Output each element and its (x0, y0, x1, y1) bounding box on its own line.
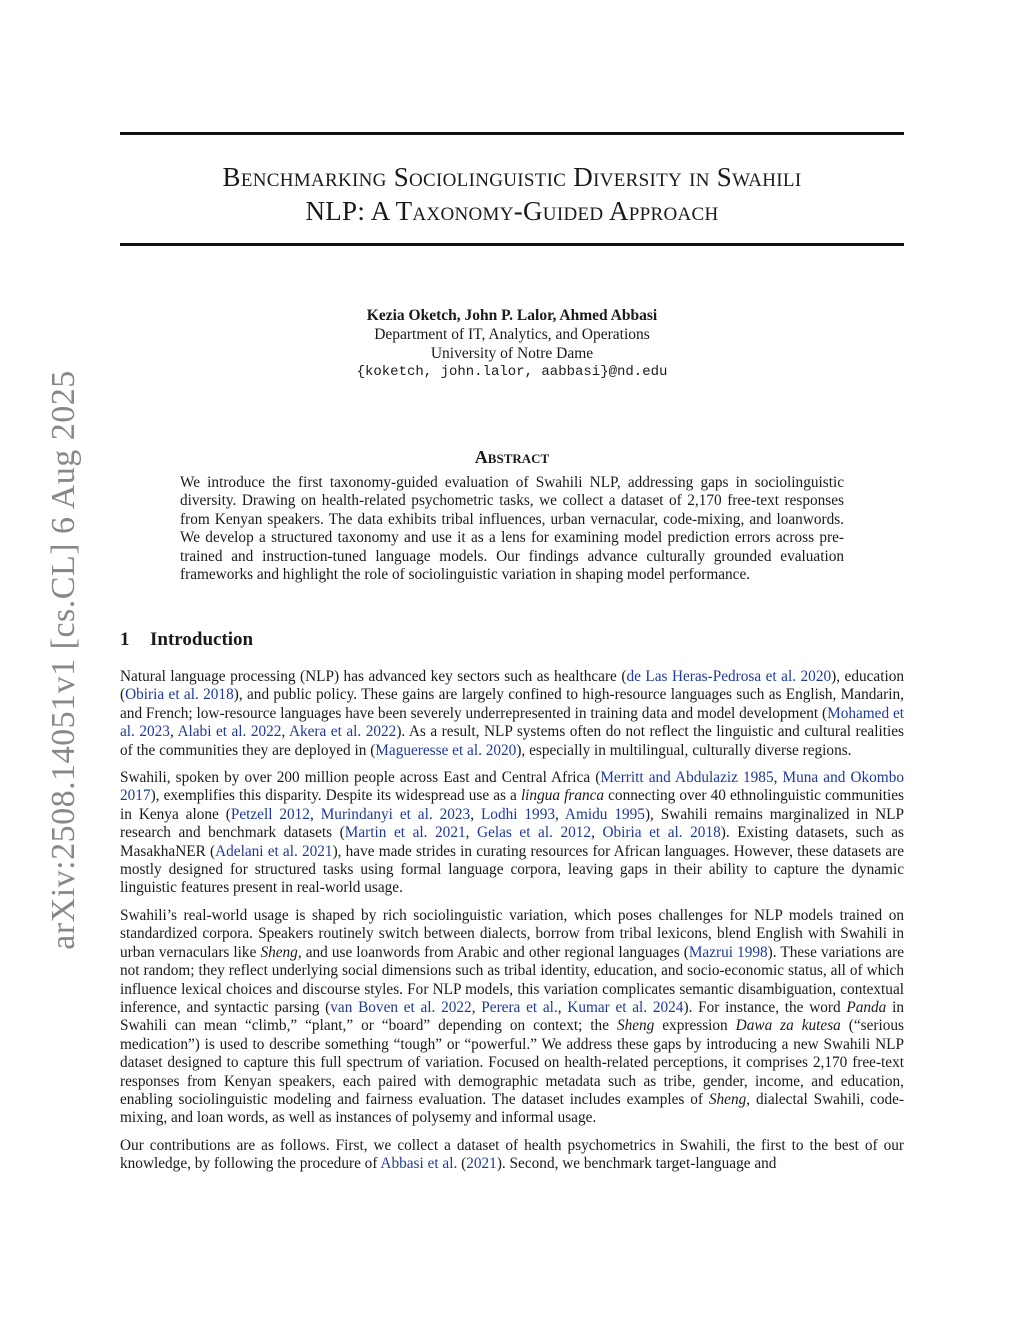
paragraph-4 (120, 1137, 904, 1174)
text-span: Swahili, spoken by over 200 million people across East and Central Africa ( (120, 769, 601, 787)
text-span: Our contributions are as follows. First, we collect a dataset of health psychometrics in Swahili, the first to the best of our knowledge, by following the procedure of (120, 1136, 904, 1173)
text-span: in Swahili can mean “climb,” “plant,” or “board” depending on context; the (120, 998, 904, 1035)
author-email: {koketch, john.lalor, aabbasi}@nd.edu (356, 364, 668, 380)
text-span: ). Second, we benchmark target-language and (496, 1155, 777, 1173)
text-span: ), education ( (120, 668, 904, 704)
citation-link[interactable]: Adelani et al. 2021 (215, 842, 333, 860)
text-span: , (281, 723, 289, 741)
paragraph-2 (120, 769, 904, 898)
title-line-2: NLP: A Taxonomy-Guided Approach (305, 196, 719, 226)
citation-link[interactable]: Amidu 1995 (564, 805, 645, 823)
section-heading-introduction (120, 629, 253, 651)
author-block (120, 306, 904, 382)
title-top-rule (120, 132, 904, 135)
author-university: University of Notre Dame (430, 345, 594, 362)
italic-term: Panda (846, 998, 887, 1016)
text-span: , (470, 805, 481, 823)
italic-term: Sheng (708, 1090, 747, 1108)
section-title: Introduction (150, 629, 254, 650)
text-span: connecting over 40 ethnolinguistic communities in Kenya alone ( (120, 787, 905, 823)
introduction-body (120, 668, 904, 1183)
text-span: Swahili’s real-world usage is shaped by rich sociolinguistic variation, which poses challenges for NLP models trained on standardized corpora. Speakers routinely switch between dialects, borrow from tribal lexicons, blend English with Swahili in urban vernaculars like (120, 906, 904, 961)
citation-link[interactable]: 2021 (466, 1155, 497, 1173)
text-span: ( (457, 1155, 467, 1173)
text-span: ), and public policy. These gains are largely confined to high-resource languages such as English, Mandarin, and French; low-resource languages have been severely underrepresented in training data and model development ( (120, 686, 904, 722)
text-span: ), especially in multilingual, culturally diverse regions. (516, 741, 852, 759)
citation-link[interactable]: Perera et al. (481, 998, 558, 1016)
paragraph-3 (120, 907, 904, 1128)
text-span: Natural language processing (NLP) has advanced key sectors such as healthcare ( (120, 668, 627, 685)
text-span: ). As a result, NLP systems often do not reflect the linguistic and cultural realities of the communities they are deployed in ( (120, 723, 904, 759)
citation-link[interactable]: Gelas et al. 2012 (477, 824, 592, 842)
citation-link[interactable]: Muna and Okombo 2017 (120, 769, 904, 805)
text-span: , (465, 824, 478, 842)
text-span: , (773, 769, 783, 787)
citation-link[interactable]: de Las Heras-Pedrosa et al. 2020 (626, 668, 832, 685)
title-bottom-rule (120, 243, 904, 246)
text-span: , dialectal Swahili, code-mixing, and loan words, as well as instances of polysemy and informal usage. (120, 1090, 905, 1127)
abstract-text: We introduce the first taxonomy-guided evaluation of Swahili NLP, addressing gaps in sociolinguistic diversity. Drawing on health-related psychometric tasks, we collect a dataset of 2,170 free-text responses from Kenyan speakers. The data exhibits tribal influences, urban vernacular, code-mixing, and loanwords. We develop a structured taxonomy and use it as a lens for examining model prediction errors across pre-trained and instruction-tuned language models. Our findings advance culturally grounded evaluation frameworks and highlight the role of sociolinguistic variation in shaping model performance. (180, 474, 844, 584)
title-line-1: Benchmarking Sociolinguistic Diversity in Swahili (222, 162, 802, 192)
citation-link[interactable]: Abbasi et al. (380, 1155, 458, 1173)
arxiv-identifier: arXiv:2508.14051v1 [cs.CL] 6 Aug 2025 (45, 370, 82, 950)
section-number: 1 (120, 629, 130, 650)
abstract-heading: Abstract (474, 447, 550, 467)
paper-title (120, 160, 904, 228)
citation-link[interactable]: Obiria et al. 2018 (602, 824, 721, 842)
text-span: ), exemplifies this disparity. Despite its widespread use as a (150, 787, 521, 805)
italic-term: Sheng (260, 943, 298, 961)
italic-term: Sheng (616, 1017, 655, 1035)
italic-term: Dawa za kutesa (735, 1017, 841, 1035)
citation-link[interactable]: Lodhi 1993 (480, 805, 556, 823)
citation-link[interactable]: Obiria et al. 2018 (125, 686, 234, 704)
text-span: (“serious medication”) is used to describe something “tough” or “powerful.” We address these gaps by introducing a new Swahili NLP dataset designed to capture this full spectrum of variation. Focused on health-related perceptions, it comprises 2,170 free-text responses from Kenyan speakers, each paired with demographic metadata such as tribe, gender, income, and education, enabling sociolinguistic modeling and fairness evaluation. The dataset includes examples of (120, 1017, 904, 1108)
citation-link[interactable]: Petzell 2012 (230, 805, 310, 823)
citation-link[interactable]: Mohamed et al. 2023 (120, 704, 905, 741)
text-span: ). For instance, the word (683, 998, 847, 1016)
citation-link[interactable]: Magueresse et al. 2020 (375, 741, 517, 759)
text-span: , (591, 824, 603, 842)
citation-link[interactable]: Akera et al. 2022 (288, 723, 397, 741)
text-span: , (169, 723, 178, 741)
author-names: Kezia Oketch, John P. Lalor, Ahmed Abbasi (366, 307, 658, 324)
citation-link[interactable]: Murindanyi et al. 2023 (320, 805, 471, 823)
text-span: expression (654, 1017, 736, 1035)
text-span: , (557, 998, 568, 1016)
text-span: ). These variations are not random; they reflect underlying social dimensions such as tribal identity, education, and socio-economic status, all of which influence lexical choices and discourse styles. For NLP models, this variation complicates semantic disambiguation, contextual inference, and syntactic parsing ( (120, 943, 904, 1016)
text-span: , (309, 805, 321, 823)
paragraph-1 (120, 668, 904, 760)
text-span: ), have made strides in curating resources for African languages. However, these datasets are mostly designed for structured tasks using formal language corpora, leaving gaps in their ability to capture the dynamic linguistic features present in real-world usage. (120, 842, 905, 897)
citation-link[interactable]: Mazrui 1998 (688, 943, 768, 961)
text-span: ), Swahili remains marginalized in NLP research and benchmark datasets ( (120, 805, 904, 842)
citation-link[interactable]: van Boven et al. 2022 (330, 998, 472, 1016)
italic-term: lingua franca (520, 787, 605, 805)
text-span: , and use loanwords from Arabic and other regional languages ( (297, 943, 689, 961)
author-department: Department of IT, Analytics, and Operations (374, 326, 650, 343)
citation-link[interactable]: Kumar et al. 2024 (567, 998, 684, 1016)
citation-link[interactable]: Merritt and Abdulaziz 1985 (600, 769, 774, 787)
citation-link[interactable]: Alabi et al. 2022 (177, 723, 282, 741)
text-span: ). Existing datasets, such as MasakhaNER ( (120, 824, 904, 860)
text-span: , (471, 998, 482, 1016)
citation-link[interactable]: Martin et al. 2021 (344, 824, 466, 842)
text-span: , (555, 805, 565, 823)
